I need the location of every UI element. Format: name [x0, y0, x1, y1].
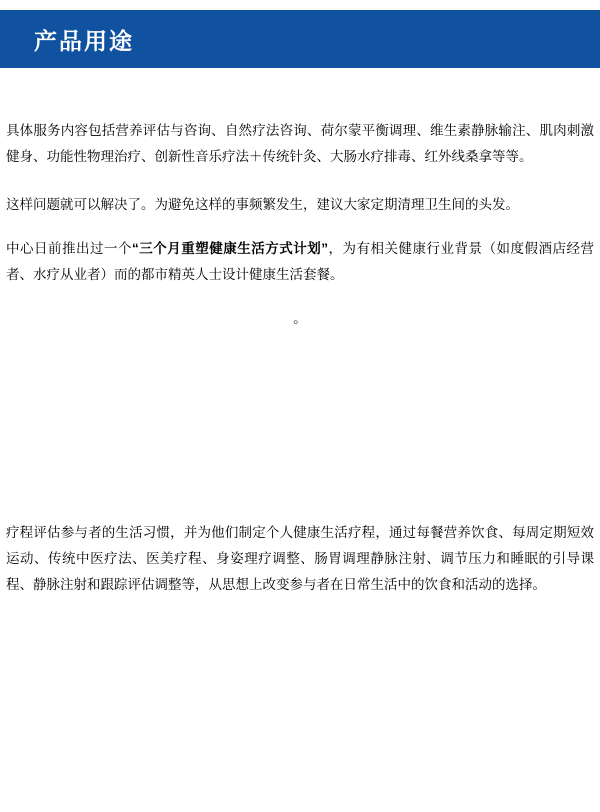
- blank-spacer: [6, 350, 594, 520]
- program-name-emphasis: “三个月重塑健康生活方式计划”: [132, 241, 328, 256]
- paragraph-1: 具体服务内容包括营养评估与咨询、自然疗法咨询、荷尔蒙平衡调理、维生素静脉输注、肌肉刺激健身、功能性物理治疗、创新性音乐疗法＋传统针灸、大肠水疗排毒、红外线桑拿等等。: [6, 123, 594, 164]
- page-title: 产品用途: [34, 27, 134, 54]
- paragraph-3-tail: ，为有相关健康行业背景（如度假酒店经营者、水疗从业者）而的都市精英人士设计健康生活套餐。: [6, 241, 594, 282]
- paragraph-5: 疗程评估参与者的生活习惯，并为他们制定个人健康生活疗程，通过每餐营养饮食、每周定期短效运动、传统中医疗法、医美疗程、身姿理疗调整、肠胃调理静脉注射、调节压力和睡眠的引导课程、静脉注射和跟踪评估调整等，从思想上改变参与者在日常生活中的饮食和活动的选择。: [6, 525, 594, 592]
- section-header-band: [0, 10, 600, 68]
- trailing-period: 。: [293, 311, 307, 326]
- paragraph-2: 这样问题就可以解决了。为避免这样的事频繁发生，建议大家定期清理卫生间的头发。: [6, 197, 519, 212]
- paragraph-3-lead: 中心日前推出过一个: [6, 241, 132, 256]
- document-body: [0, 110, 600, 616]
- paragraph-4-period: [6, 306, 594, 332]
- paragraph-3: [6, 236, 594, 288]
